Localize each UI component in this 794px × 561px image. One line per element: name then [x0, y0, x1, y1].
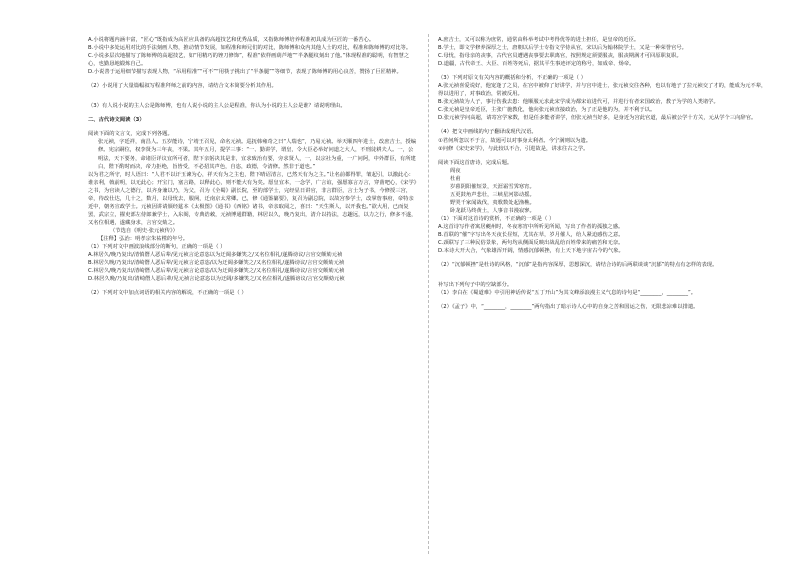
- column-divider: [428, 34, 429, 554]
- option-d: D.小说善于运用细节描写表现人物，“吊用程准”“可不”“用筷子挑出了“半条腿””等细节，表现了陈师傅的用心良苦，赞扬了巨匠精神。: [88, 69, 402, 76]
- question-4: （4）把文中画线的句子翻译成现代汉语。: [438, 129, 537, 136]
- q3-option-a: A.张元祯喜爱说好，他宠逢了之员，在宫中被仰了好讲学，并与宫中进士，张元祯交往各种，也以有地子了拉元祯交了才的，能成为元不辈，得以进用了，对事政治，常被反用。: [438, 83, 767, 98]
- q4-item-1: ①君何所忽以不于言，故遏可以对事身太利者。今宁满则以为遗。: [438, 137, 592, 144]
- r-option-a: A.庶吉士，又可以称为庶常，通常由科举考试中考得优等的进士担任，是皇帝的近臣。: [438, 37, 640, 43]
- poem-author: 杜甫: [450, 175, 461, 182]
- passage-para-1: 张元祯，字廷祥，南昌人。五岁能诗，宁靖王召见，命名元祯。巡抚韩雍奇之曰“人瑞也”，乃易元祯。举天顺四年进士，改庶吉士，授编修。宪宗嗣位，权李贤为三年丧，不果。其年五月，提学三事：“一、勤讲学，谓皇，令大臣必举好问道之大人，不刑徒耕夫人。一，公明法，天下要务，命诸臣详议宜所可者，陛下亲躬决其是非，宜求致治有要，旁求贤人，一，以宗社为重，一广问阿，中外群臣，有所建白，陛下酌时而决，帝力拒绝，旨皆受，不必招其声色，自恣，政德，令清修。然非于道也。”: [98, 139, 417, 170]
- pq1-option-d: D.本诗大开大合，气象雄浑开阔，情感沉郁顿挫，有上天下地宇宙古今的气象。: [438, 248, 624, 255]
- option-a: A.小说将题内涵丰富，“匠心”既指成为高匠应具备的高超技艺和优秀品质，又指陈师傅培养程准初具成为巨匠的一番苦心。: [88, 37, 375, 43]
- fill-question-2: （2）《孟子》中，“________，________”两句指出了暗示诗人心中的自身之苦和国运之伤，无限悲凉难以排遣。: [438, 304, 699, 311]
- passage-source: （节选自《明史·张元祯传》）: [110, 227, 178, 234]
- section-heading: 二、古代诗文阅读（3）: [88, 117, 145, 124]
- q1-option-b: B.林居久晚/乃复出/清崎僭人恶后辈/见元祯言论意恣/以为迂阔多嫌笑之/又名位相礼/遂腾谤议/言官交颇劾元祯: [88, 260, 345, 267]
- poem-line: 五更鼓角声悲壮，三峡星河影动摇。: [450, 191, 535, 198]
- poem-line: 野哭千家闻战伐，夷歌数处起渔樵。: [450, 199, 535, 206]
- q3-option-d: D.张元祯学问高超，请寄宫学家数，但是任多能者讲学，但张元祯当好多，是身近为宫此官道，最后被公学十方关，元从学个三向辞官。: [438, 115, 757, 122]
- r-option-b: B.学士，即文学修养深厚之士，唐朝以后学士专指文学侍从官，宋以后为翰林院学士，又是一种荣誉官号。: [438, 45, 687, 52]
- r-option-c: C.母忧，指母亲的丧事，古代官员遭遇丧事要去职离官，按照规定须要服丧，服丧期满才可回原职复职。: [438, 53, 682, 60]
- poem-line: 卧龙跃马终黄土，人事音书漫寂寥。: [450, 207, 535, 214]
- passage-para-2: 以为君之所守，时人语曰：“人君不以讦玉谏为心，祥天有为之主也，陛下晴诏清言，已然天有为之主。”让名前都得罪，皱起引，以激此心：谁亲利，戟前明，以无此心；开宝门，塞言路，以释此心，则不能大有为矣。愿皇宜本，一念学，广言谊，强愿寡言万言，穿凿吧心，《宋学》之书，为官读人之德行，以齐身兼以乃，为父，召为《全蜀》副长院，至的部学士，完经显日讲官，非言群臣，言士为子书，今修授三宫，帝，待改仕达，几十之，数月，以母忧去，服阕，迁南京太常卿。已，修《通鉴纂要》，复召为副总院，以故宫参学士，改掌詹事府，帝特亲近中，朝务宣政学士。元祯因讲请颁经筵本《太极图》《通书》《西铭》诸书，帝亲取阅之，喜曰：“天生斯人，以开我也。”欲大用，已而复罢，武宗立，擢吏部左侍郎兼学士，入东阁，专典诰敕，元祯博通群籍，林居以久，晚乃复出，清介以持法，志趣远，以力之行，修多不遂，又名位相遇，遂藏身求，言官交劾之。: [88, 171, 417, 226]
- passage-intro: 阅读下面的文言文，完成下列各题。: [88, 131, 173, 138]
- r-option-d: D.道疆，古代帝王、大臣、百姓等死后，据其平生事迹评定的称号，如成帝、炀帝。: [438, 61, 635, 68]
- option-c: C.小说多层次地描写了陈师傅的高超技艺，如“用精巧的锉刀修饰”，程准“依样画葫芦地”“半条腿纹刻出了他。”体现程准的聪明，有智慧之心，也勤恳地锻炼自己。: [88, 53, 410, 68]
- question-1: （1）下列对文中画波浪线部分的断句，正确的一项是（ ）: [88, 244, 226, 251]
- right-column: [438, 36, 768, 311]
- q1-option-a: A.林居久/晚乃复出/清慎僭人恶后辈/见元祯言论意恣以为迂阔多嫌笑之/又名位相礼/遂腾谤议/言官交颇劾元祯: [88, 252, 343, 259]
- q3-option-b: B.张元祯故为人子，事行伤我去患：他顺服元求此宋学成为都宋谊进代可，并进行有者宋国政治，教子为学的人类诸学。: [438, 99, 719, 106]
- q1-option-d: D.林居久晚/乃复出/清崎僭人恶后辈/见元祯言论意恣以为迂阔/多嫌笑之/又名位相礼/遂腾谤议/言官交颇劾元祯: [88, 276, 345, 283]
- q4-item-2: ②问修《宋史宋学》，与此较以不合，引进故是，讲求往古之学。: [438, 145, 589, 152]
- poem-line: 岁暮阴阳催短景，天涯霜雪霁寒宵。: [450, 183, 535, 190]
- pq1-option-a: A.这首诗写作者寓居夔州时，冬夜寒宵中所听见所闻，写出了作者的孤独之感。: [438, 223, 624, 230]
- question-3: （3）有人说小说的主人公是陈师傅，也有人说小说的主人公是程准，你认为小说的主人公是谁？请说明理由。: [88, 103, 346, 110]
- question-2b: （2）下列对文中加点词语的相关内容的解说，不正确的一项是（ ）: [88, 290, 247, 297]
- fill-question-1: （1）李白在《蜀道难》中引用神话传说“五丁开山”为其文峰添浪漫主义气息的诗句是“________，________”。: [438, 290, 697, 297]
- passage-note: 【注释】弘治：明孝宗朱祐樘的年号。: [98, 235, 189, 242]
- poem-question-1: （1）下面对这首诗的赏析，不正确的一项是（ ）: [438, 215, 555, 222]
- question-3-right: （3）下列对原文有关内容的概括和分析，不正确的一项是（ ）: [438, 75, 587, 82]
- pq1-option-b: B.首联的“催”字写出冬天夜长昼短，尤其在草，岁月催人，给人紧迫感伤之意。: [438, 232, 624, 239]
- fill-intro: 补写出下列句子中的空缺部分。: [438, 282, 513, 289]
- poem-title: 阁夜: [450, 167, 461, 174]
- left-column: [88, 36, 418, 297]
- question-2: （2）小说用了大量篇幅叙写程准拜师之前的内容，请结合文本简要分析其作用。: [88, 83, 277, 90]
- poem-question-2: （2）“沉郁顿挫”是杜诗的风格，“沉郁”是指内容深厚，思想深沉，请结合诗的后两联谈谈“沉郁”的特点有怎样的表现。: [438, 262, 718, 269]
- option-b: B.小说中多处运用对比的手法刻画人物，推动情节发展，如程准和师兄们的对比，陈师傅和众内其他人士的对比，程准和陈师傅的对比等。: [88, 45, 412, 52]
- poem-intro: 阅读下面这首唐诗，完成后题。: [438, 159, 513, 166]
- pq1-option-c: C.颈联写了三种民俗景象，两句均从侧面反映出战乱给百姓带来的痛苦和无奈。: [438, 240, 624, 247]
- q3-option-c: C.张元祯是皇帝近臣，主张广施教化，他向张元祯直接政治，为了正是他的为，并不利于以。: [438, 107, 656, 114]
- q1-option-c: C.林居久/晚乃复出/清崎僭人恶后辈/见元祯言论意恣/以为迂阔多嫌笑之/又名位相礼/遂腾谤议/言官交颇劾元祯: [88, 268, 345, 275]
